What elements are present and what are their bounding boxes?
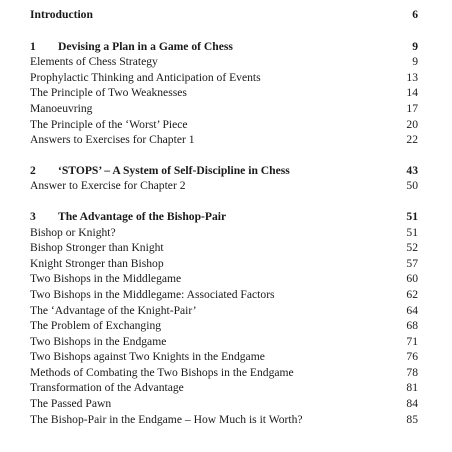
chapter-title: The Advantage of the Bishop-Pair xyxy=(58,209,227,223)
toc-entry-page: 52 xyxy=(406,241,418,255)
toc-entry xyxy=(30,396,418,412)
table-of-contents xyxy=(30,7,418,427)
toc-entry xyxy=(30,85,418,101)
chapter-number: 3 xyxy=(30,209,36,223)
toc-entry xyxy=(30,318,418,334)
toc-entry-title: The Principle of the ‘Worst’ Piece xyxy=(30,117,188,131)
chapter-title: ‘STOPS’ – A System of Self-Discipline in Chess xyxy=(58,163,290,177)
chapter-heading xyxy=(30,209,418,225)
toc-entry-title: Manoeuvring xyxy=(30,101,93,115)
toc-entry-title: Answer to Exercise for Chapter 2 xyxy=(30,179,186,193)
toc-entry xyxy=(30,349,418,365)
toc-entry-title: Knight Stronger than Bishop xyxy=(30,256,164,270)
toc-entry-page: 64 xyxy=(406,303,418,317)
toc-entry xyxy=(30,256,418,272)
toc-entry-title: The Passed Pawn xyxy=(30,397,112,411)
toc-entry xyxy=(30,240,418,256)
toc-entry-page: 51 xyxy=(406,225,418,239)
toc-entry xyxy=(30,101,418,117)
toc-introduction-page: 6 xyxy=(412,8,418,21)
toc-entry xyxy=(30,54,418,70)
toc-entry-title: Two Bishops against Two Knights in the Endgame xyxy=(30,350,265,364)
chapter-number: 1 xyxy=(30,39,36,53)
toc-entry xyxy=(30,365,418,381)
toc-entry xyxy=(30,117,418,133)
toc-entry-title: Bishop Stronger than Knight xyxy=(30,241,164,255)
toc-entry-page: 17 xyxy=(406,101,418,115)
toc-entry-page: 60 xyxy=(406,272,418,286)
chapter-title: Devising a Plan in a Game of Chess xyxy=(58,39,233,53)
toc-entry xyxy=(30,334,418,350)
toc-entry-page: 13 xyxy=(406,70,418,84)
toc-entry xyxy=(30,287,418,303)
toc-entry-page: 50 xyxy=(406,179,418,193)
toc-entry-page: 78 xyxy=(406,365,418,379)
toc-entry xyxy=(30,303,418,319)
toc-entry-page: 84 xyxy=(406,397,418,411)
toc-entry-title: The ‘Advantage of the Knight-Pair’ xyxy=(30,303,197,317)
toc-entry-page: 85 xyxy=(406,412,418,426)
toc-introduction-title: Introduction xyxy=(30,8,93,21)
chapter-heading xyxy=(30,163,418,179)
chapter-page: 9 xyxy=(412,39,418,53)
toc-entry-title: Prophylactic Thinking and Anticipation of Events xyxy=(30,70,261,84)
chapter-heading-label xyxy=(30,163,290,179)
chapter-number: 2 xyxy=(30,163,36,177)
toc-entry-page: 20 xyxy=(406,117,418,131)
toc-entry-title: Answers to Exercises for Chapter 1 xyxy=(30,133,195,147)
toc-entry xyxy=(30,225,418,241)
toc-entry-title: Two Bishops in the Middlegame xyxy=(30,272,182,286)
chapter-page: 51 xyxy=(406,209,418,223)
toc-entry-title: Bishop or Knight? xyxy=(30,225,116,239)
toc-entry xyxy=(30,178,418,194)
toc-entry-title: Elements of Chess Strategy xyxy=(30,55,158,69)
chapter-heading xyxy=(30,39,418,55)
toc-entry-title: The Problem of Exchanging xyxy=(30,319,162,333)
toc-entry-page: 76 xyxy=(406,350,418,364)
toc-entry-page: 71 xyxy=(406,334,418,348)
toc-entry xyxy=(30,271,418,287)
toc-entry-title: The Bishop-Pair in the Endgame – How Much is it Worth? xyxy=(30,412,303,426)
chapter-heading-label xyxy=(30,209,226,225)
toc-introduction xyxy=(30,7,418,23)
toc-entry-title: The Principle of Two Weaknesses xyxy=(30,86,187,100)
toc-entry-page: 81 xyxy=(406,381,418,395)
toc-entry xyxy=(30,70,418,86)
toc-entry xyxy=(30,132,418,148)
toc-entry-page: 9 xyxy=(412,55,418,69)
toc-entry-title: Methods of Combating the Two Bishops in the Endgame xyxy=(30,365,294,379)
toc-entry xyxy=(30,380,418,396)
chapter-page: 43 xyxy=(406,163,418,177)
chapter-heading-label xyxy=(30,39,233,55)
toc-entry-title: Transformation of the Advantage xyxy=(30,381,184,395)
toc-entry-page: 62 xyxy=(406,287,418,301)
toc-entry-title: Two Bishops in the Endgame xyxy=(30,334,167,348)
toc-entry-page: 22 xyxy=(406,133,418,147)
toc-entry-page: 57 xyxy=(406,256,418,270)
toc-entry-page: 14 xyxy=(406,86,418,100)
toc-entry-title: Two Bishops in the Middlegame: Associated Factors xyxy=(30,287,275,301)
toc-entry xyxy=(30,412,418,428)
toc-entry-page: 68 xyxy=(406,319,418,333)
